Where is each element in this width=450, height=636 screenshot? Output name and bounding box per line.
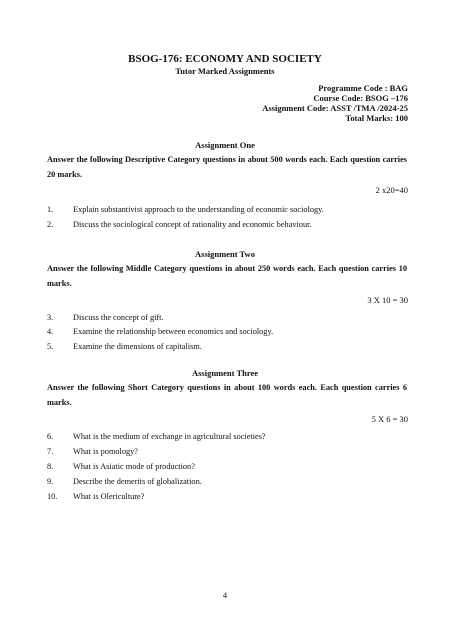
question-item — [47, 492, 407, 501]
question-item — [47, 313, 407, 322]
question-item — [47, 447, 407, 456]
question-number: 7. — [47, 447, 54, 456]
question-number: 2. — [47, 220, 54, 229]
assignment-code: Assignment Code: ASST /TMA /2024-25 — [262, 103, 408, 113]
question-number: 6. — [47, 432, 54, 441]
question-text: What is the medium of exchange in agricultural societies? — [73, 432, 266, 441]
question-text: What is pomology? — [73, 447, 138, 456]
question-item — [47, 205, 407, 214]
course-code: Course Code: BSOG –176 — [313, 93, 408, 103]
assignment-two-title: Assignment Two — [195, 249, 255, 259]
question-text: Discuss the concept of gift. — [73, 313, 164, 322]
document-title: BSOG-176: ECONOMY AND SOCIETY — [128, 53, 322, 65]
question-text: Describe the demerits of globalization. — [73, 477, 202, 486]
assignment-three-marks: 5 X 6 = 30 — [371, 414, 408, 424]
question-number: 3. — [47, 313, 54, 322]
assignment-one-title: Assignment One — [195, 140, 255, 150]
question-number: 10. — [47, 492, 58, 501]
question-item — [47, 432, 407, 441]
assignment-two-marks: 3 X 10 = 30 — [367, 295, 408, 305]
question-number: 5. — [47, 342, 54, 351]
assignment-three-instruction: Answer the following Short Category questions in about 100 words each. Each question carries 6 marks. — [47, 383, 407, 407]
assignment-one-marks: 2 x20=40 — [375, 185, 408, 195]
question-text: What is Olericulture? — [73, 492, 145, 501]
assignment-three-title: Assignment Three — [191, 368, 259, 378]
question-number: 1. — [47, 205, 54, 214]
question-number: 8. — [47, 462, 54, 471]
question-item — [47, 477, 407, 486]
assignment-one-instruction: Answer the following Descriptive Category questions in about 500 words each. Each question carries 20 marks. — [47, 155, 407, 179]
question-text: Explain substantivist approach to the understanding of economic sociology. — [73, 205, 324, 214]
document-subtitle: Tutor Marked Assignments — [175, 66, 275, 76]
question-text: Examine the relationship between economics and sociology. — [73, 327, 274, 336]
question-text: Discuss the sociological concept of rationality and economic behaviour. — [73, 220, 312, 229]
question-item — [47, 342, 407, 351]
question-number: 4. — [47, 327, 54, 336]
question-number: 9. — [47, 477, 54, 486]
question-item — [47, 220, 407, 229]
question-text: Examine the dimensions of capitalism. — [73, 342, 202, 351]
question-text: What is Asiatic mode of production? — [73, 462, 195, 471]
question-item — [47, 327, 407, 336]
total-marks: Total Marks: 100 — [345, 113, 408, 123]
question-item — [47, 462, 407, 471]
page-number: 4 — [222, 590, 228, 600]
programme-code: Programme Code : BAG — [318, 83, 408, 93]
assignment-two-instruction: Answer the following Middle Category questions in about 250 words each. Each question carries 10 marks. — [47, 264, 407, 288]
